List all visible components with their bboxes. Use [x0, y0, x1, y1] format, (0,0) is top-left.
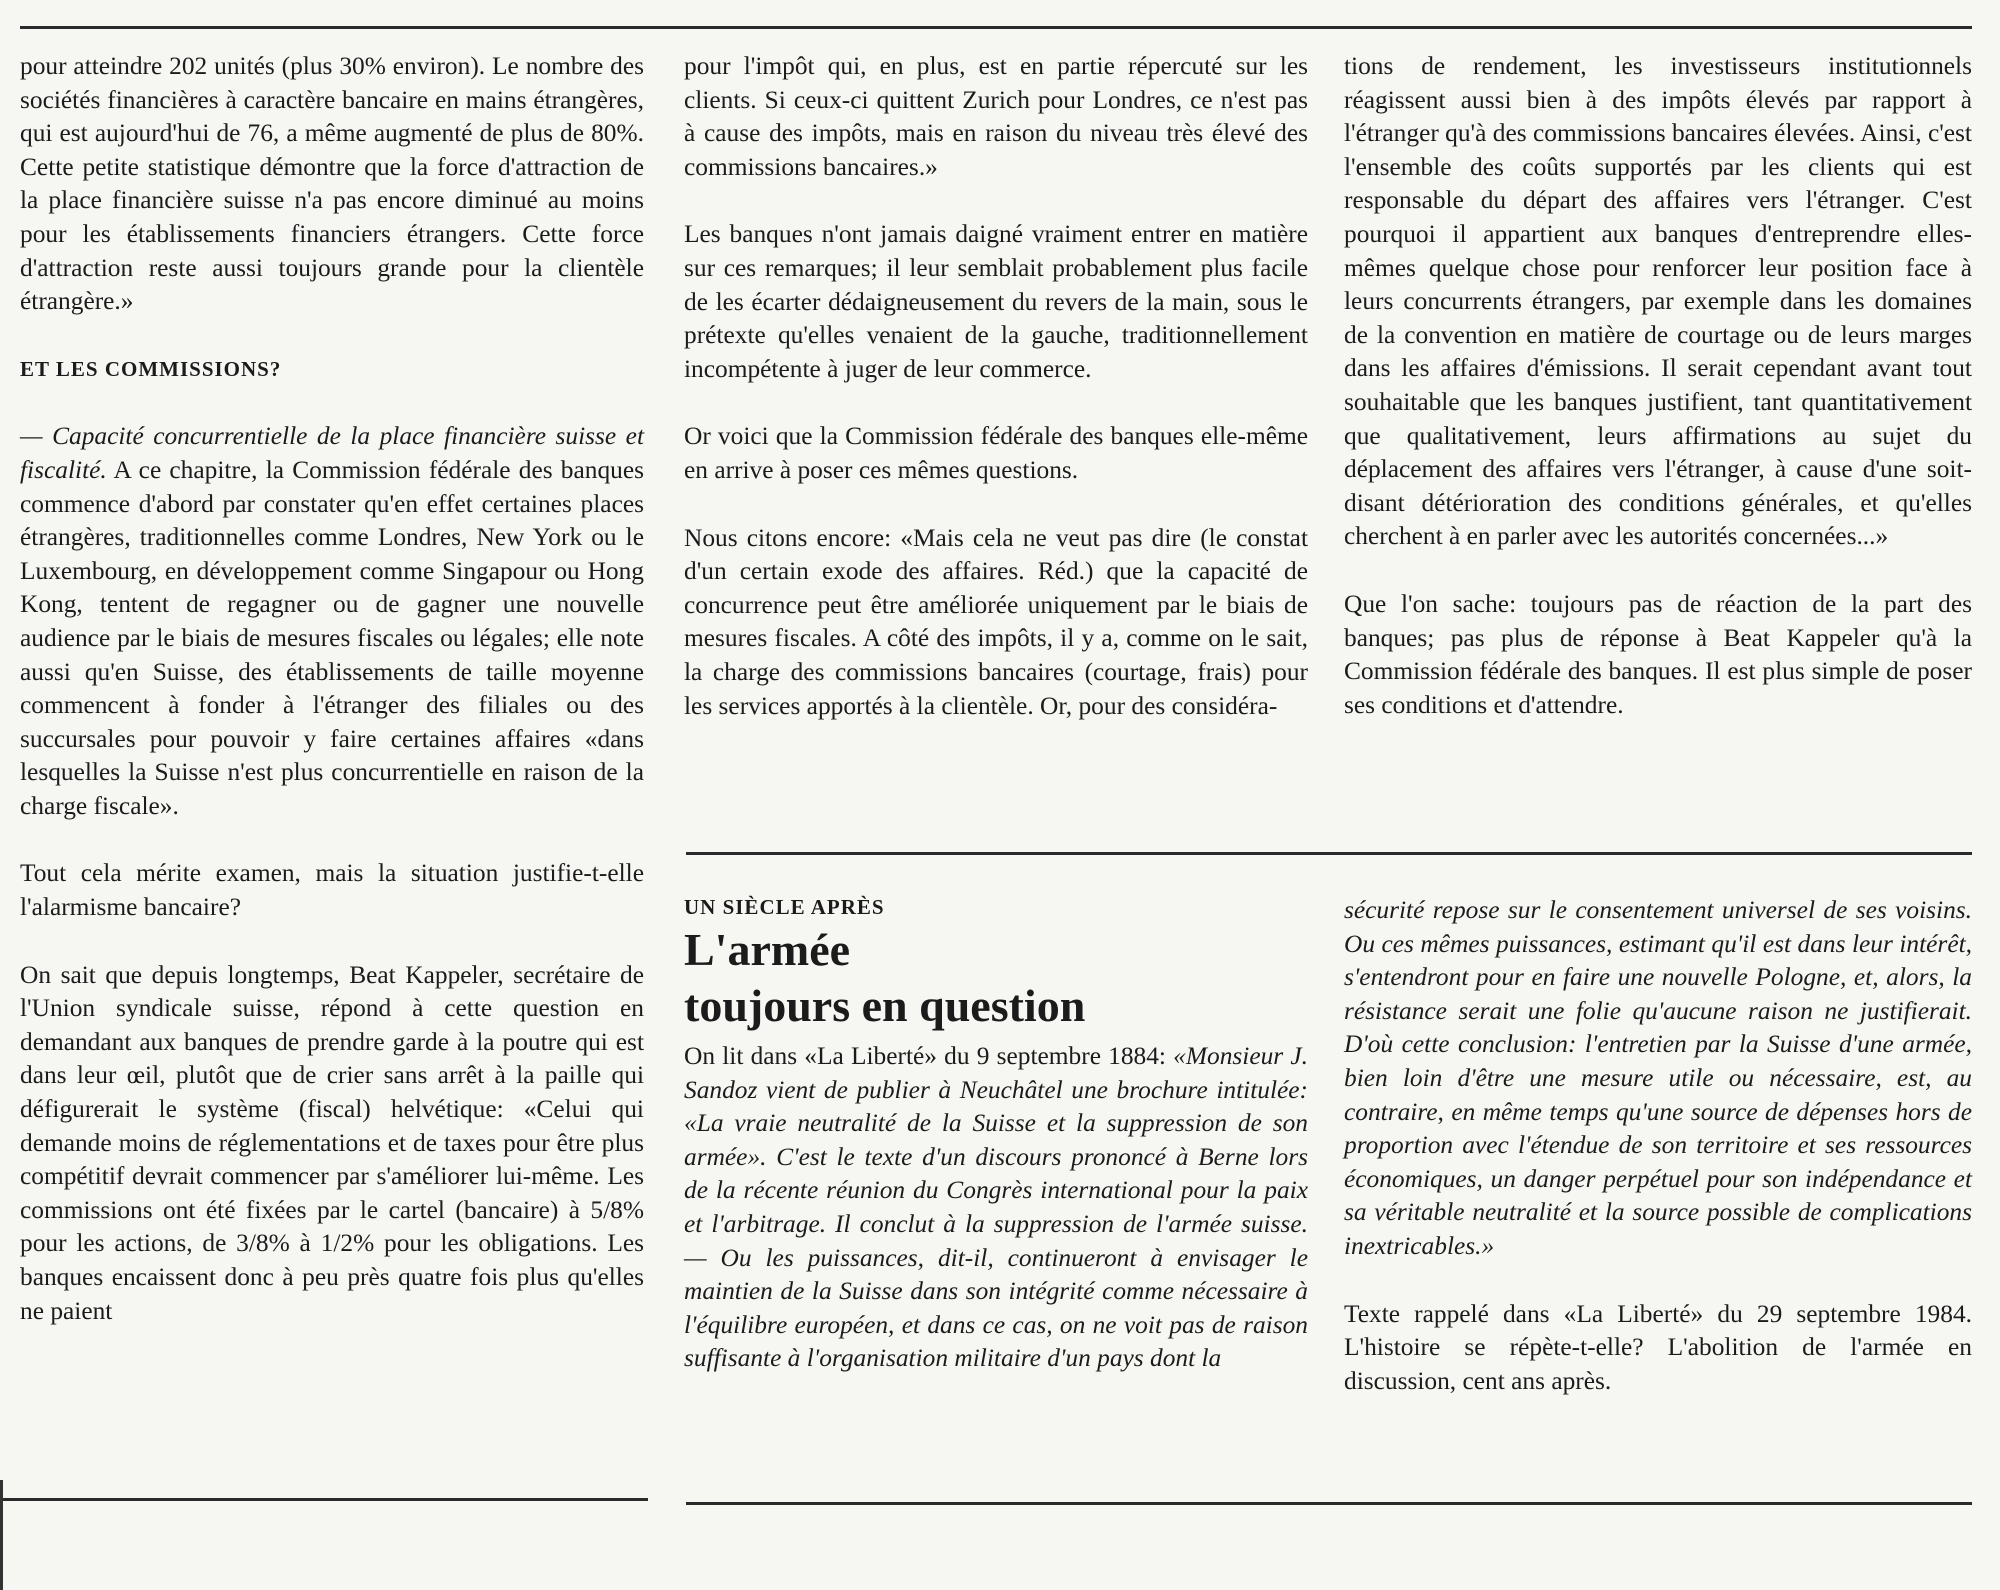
paragraph: Nous citons encore: «Mais cela ne veut pas dire (le constat d'un certain exode des affaires. Réd.) que la capacité de concurrence peut être améliorée uniquement par le biais de mesures fiscales. A côté des impôts, il y a, comme on le sait, la charge des commissions bancaires (courtage, frais) pour les services apportés à la clientèle. Or, pour des considéra-: [684, 523, 1308, 720]
left-edge-mark: [0, 1480, 3, 1590]
paragraph: tions de rendement, les investisseurs institutionnels réagissent aussi bien à des impôts élevés par rapport à l'étranger qu'à des commissions bancaires élevées. Ainsi, c'est l'ensemble des coûts supportés par les clients qui est responsable du départ des affaires vers l'étranger. C'est pourquoi il appartient aux banques d'entreprendre elles-mêmes quelque chose pour renforcer leur position face à leurs concurrents étrangers, par exemple dans les domaines de la convention en matière de courtage ou de leurs marges dans les affaires d'émissions. Il serait cependant avant tout souhaitable que les banques justifient, tant quantitativement que qualitativement, leurs affirmations au sujet du déplacement des affaires vers l'étranger, à cause d'une soit-disant détérioration des conditions générales, et qu'elles cherchent à en parler avec les autorités concernées...»: [1344, 52, 1972, 551]
intro-text: On lit dans «La Liberté» du 9 septembre 1884:: [684, 1042, 1174, 1070]
column-2: [684, 50, 1308, 723]
italic-lead: — Capacité concurrentielle de la place financière suisse et fiscalité.: [20, 422, 644, 484]
title-line-1: L'armée: [684, 924, 851, 975]
column-1: [20, 50, 644, 1328]
paragraph: [20, 420, 644, 823]
title-line-2: toujours en question: [684, 980, 1086, 1031]
paragraph: [684, 1040, 1308, 1376]
article-kicker: UN SIÈCLE APRÈS: [684, 895, 885, 919]
paragraph-text: A ce chapitre, la Commission fédérale des banques commence d'abord par constater qu'en effet certaines places étrangères, traditionnelles comme Londres, New York ou le Luxembourg, en développement comme Singapour ou Hong Kong, tentent de regagner ou de gagner une nouvelle audience par le biais de mesures fiscales ou légales; elle note aussi qu'en Suisse, des établissements de taille moyenne commencent à fonder à l'étranger des filiales ou des succursales pour pouvoir y faire certaines affaires «dans lesquelles la Suisse n'est plus concurrentielle en raison de la charge fiscale».: [20, 455, 644, 820]
bottom-rule-right: [686, 1502, 1972, 1505]
bottom-rule-left: [0, 1498, 648, 1501]
paragraph: Que l'on sache: toujours pas de réaction de la part des banques; pas plus de réponse à Beat Kappeler qu'à la Commission fédérale des banques. Il est plus simple de poser ses conditions et d'attendre.: [1344, 589, 1972, 719]
column-3: [1344, 50, 1972, 722]
section-heading: ET LES COMMISSIONS?: [20, 356, 282, 381]
quote-continuation: sécurité repose sur le consentement universel de ses voisins. Ou ces mêmes puissances, estimant qu'il est dans leur intérêt, s'entendront pour en faire une nouvelle Pologne, et, alors, la résistance serait une folie qu'aucune raison ne justifierait. D'où cette conclusion: l'entretien par la Suisse d'une armée, bien loin d'être une mesure utile ou nécessaire, est, au contraire, en même temps qu'une source de dépenses hors de proportion avec l'étendue de son territoire et ses ressources économiques, un danger perpétuel pour son indépendance et sa véritable neutralité et la source possible de complications inextricables.»: [1344, 896, 1972, 1260]
paragraph: Tout cela mérite examen, mais la situation justifie-t-elle l'alarmisme bancaire?: [20, 859, 644, 922]
article-title: [684, 922, 1308, 1034]
paragraph: pour l'impôt qui, en plus, est en partie répercuté sur les clients. Si ceux-ci quittent Zurich pour Londres, ce n'est pas à cause des impôts, mais en raison du niveau très élevé des commissions bancaires.»: [684, 52, 1308, 181]
quote-text: «Monsieur J. Sandoz vient de publier à Neuchâtel une brochure intitulée: «La vraie neutralité de la Suisse et la suppression de son armée». C'est le texte d'un discours prononcé à Berne lors de la récente réunion du Congrès international pour la paix et l'arbitrage. Il conclut à la suppression de l'armée suisse. — Ou les puissances, dit-il, continueront à envisager le maintien de la Suisse dans son intégrité comme nécessaire à l'équilibre européen, et dans ce cas, on ne voit pas de raison suffisante à l'organisation militaire d'un pays dont la: [684, 1042, 1308, 1373]
article-2-column-b: [1344, 894, 1972, 1398]
top-rule: [20, 26, 1972, 29]
article-2-column-a: [684, 892, 1308, 1376]
paragraph: Or voici que la Commission fédérale des banques elle-même en arrive à poser ces mêmes questions.: [684, 422, 1308, 484]
paragraph: Les banques n'ont jamais daigné vraiment entrer en matière sur ces remarques; il leur semblait probablement plus facile de les écarter dédaigneusement du revers de la main, sous le prétexte qu'elles venaient de la gauche, traditionnellement incompétente à juger de leur commerce.: [684, 220, 1308, 383]
paragraph: pour atteindre 202 unités (plus 30% environ). Le nombre des sociétés financières à caractère bancaire en mains étrangères, qui est aujourd'hui de 76, a même augmenté de plus de 80%. Cette petite statistique démontre que la force d'attraction de la place financière suisse n'a pas encore diminué au moins pour les établissements financiers étrangers. Cette force d'attraction reste aussi toujours grande pour la clientèle étrangère.»: [20, 52, 644, 316]
closing-paragraph: Texte rappelé dans «La Liberté» du 29 septembre 1984. L'histoire se répète-t-elle? L'abolition de l'armée en discussion, cent ans après.: [1344, 1299, 1972, 1395]
paragraph: On sait que depuis longtemps, Beat Kappeler, secrétaire de l'Union syndicale suisse, répond à cette question en demandant aux banques de prendre garde à la poutre qui est dans leur œil, plutôt que de crier sans arrêt à la paille qui défigurerait le système (fiscal) helvétique: «Celui qui demande moins de réglementations et de taxes pour être plus compétitif devrait commencer par s'améliorer lui-même. Les commissions ont été fixées par le cartel (bancaire) à 5/8% pour les actions, de 3/8% à 1/2% pour les obligations. Les banques encaissent donc à peu près quatre fois plus qu'elles ne paient: [20, 960, 644, 1325]
mid-rule: [686, 852, 1972, 855]
